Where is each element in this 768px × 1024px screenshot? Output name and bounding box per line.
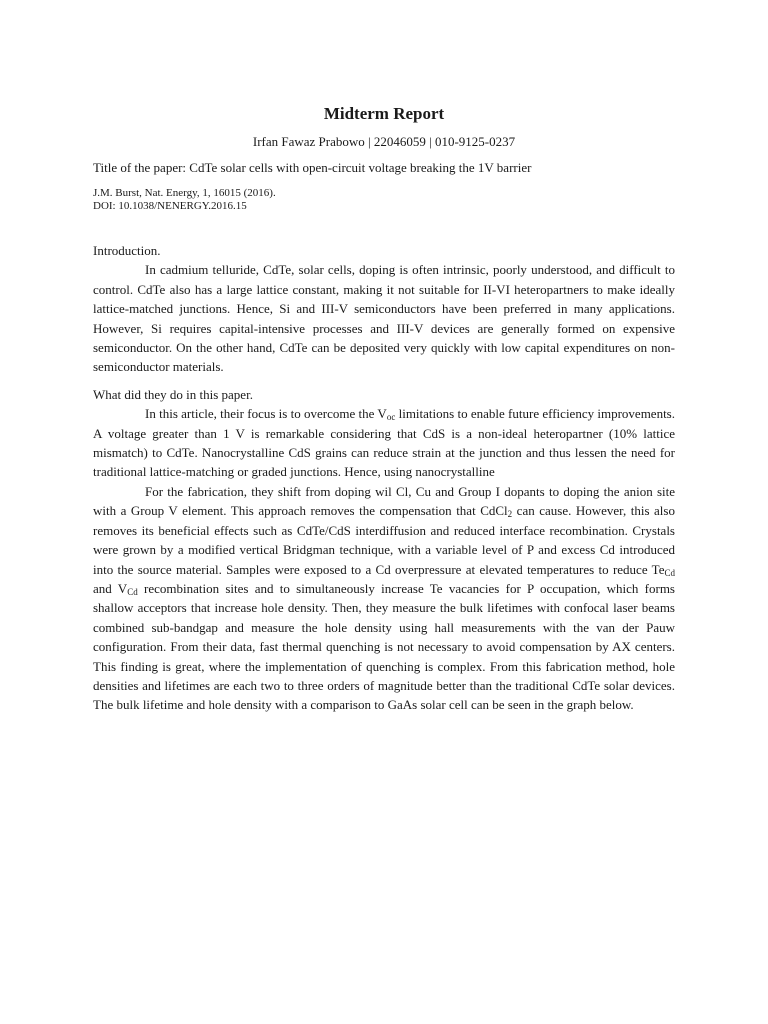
subscript-oc: oc: [386, 412, 396, 423]
section-gap: [93, 377, 675, 385]
text-run: limitations to enable future efficiency improvements. A voltage greater than 1 V is remarkable considering that CdS is a non-ideal heteropartner (10% lattice mismatch) to CdTe. Nanocrystalline CdS grains can reduce strain at the junction and thus lessen the need for traditional lattice-matching or graded junctions. Hence, using nanocrystalline: [93, 406, 675, 480]
subscript-cd: Cd: [127, 586, 138, 597]
reference-citation: J.M. Burst, Nat. Energy, 1, 16015 (2016).: [93, 187, 276, 199]
paper-title: Title of the paper: CdTe solar cells with open-circuit voltage breaking the 1V barrier: [93, 160, 532, 175]
spacer: [93, 213, 675, 241]
document-title: Midterm Report: [323, 104, 445, 123]
text-run: recombination sites and to simultaneously increase Te vacancies for P occupation, which forms shallow acceptors that increase hole density. Then, they measure the bulk lifetimes with confocal laser beams combined sub-bandgap and measure the hole density using hall measurements with the van der Pauw configuration. From their data, fast thermal quenching is not necessary to avoid compensation by AX centers. This finding is great, where the implementation of quenching is complex. From this fabrication method, hole densities and lifetimes are each two to three orders of magnitude better than the traditional CdTe solar devices. The bulk lifetime and hole density with a comparison to GaAs solar cell can be seen in the graph below.: [93, 580, 675, 713]
subscript-cd: Cd: [664, 567, 675, 578]
focus-paragraph: [93, 404, 675, 482]
section-heading-what-did-they-do: What did they do in this paper.: [93, 386, 253, 402]
text-run: In this article, their focus is to overcome the V: [145, 406, 387, 422]
document-page: [93, 104, 675, 715]
text-run: and V: [93, 580, 128, 596]
text-run: can cause. However, this also removes its beneficial effects such as CdTe/CdS interdiffusion and reduced interface recombination. Crystals were grown by a modified vertical Bridgman technique, with a variable level of P and excess Cd introduced into the source material. Samples were exposed to a Cd overpressure at elevated temperatures to reduce Te: [93, 503, 675, 577]
text-run: For the fabrication, they shift from doping wil Cl, Cu and Group I dopants to doping the anion site with a Group V element. This approach removes the compensation that CdCl: [93, 483, 675, 519]
author-line: Irfan Fawaz Prabowo | 22046059 | 010-9125-0237: [252, 134, 516, 149]
doi-line: DOI: 10.1038/NENERGY.2016.15: [93, 200, 247, 212]
subscript-2: 2: [507, 509, 513, 520]
fabrication-paragraph: [93, 482, 675, 715]
introduction-paragraph: In cadmium telluride, CdTe, solar cells, doping is often intrinsic, poorly understood, and difficult to control. CdTe also has a large lattice constant, making it not suitable for II-VI heteropartners to make ideally lattice-matched junctions. Hence, Si and III-V semiconductors have been preferred in many applications. However, Si requires capital-intensive processes and III-V devices are generally formed on expensive semiconductor. On the other hand, CdTe can be deposited very quickly with low capital expenditures on non-semiconductor materials.: [93, 262, 675, 375]
introduction-heading: Introduction.: [93, 243, 161, 258]
